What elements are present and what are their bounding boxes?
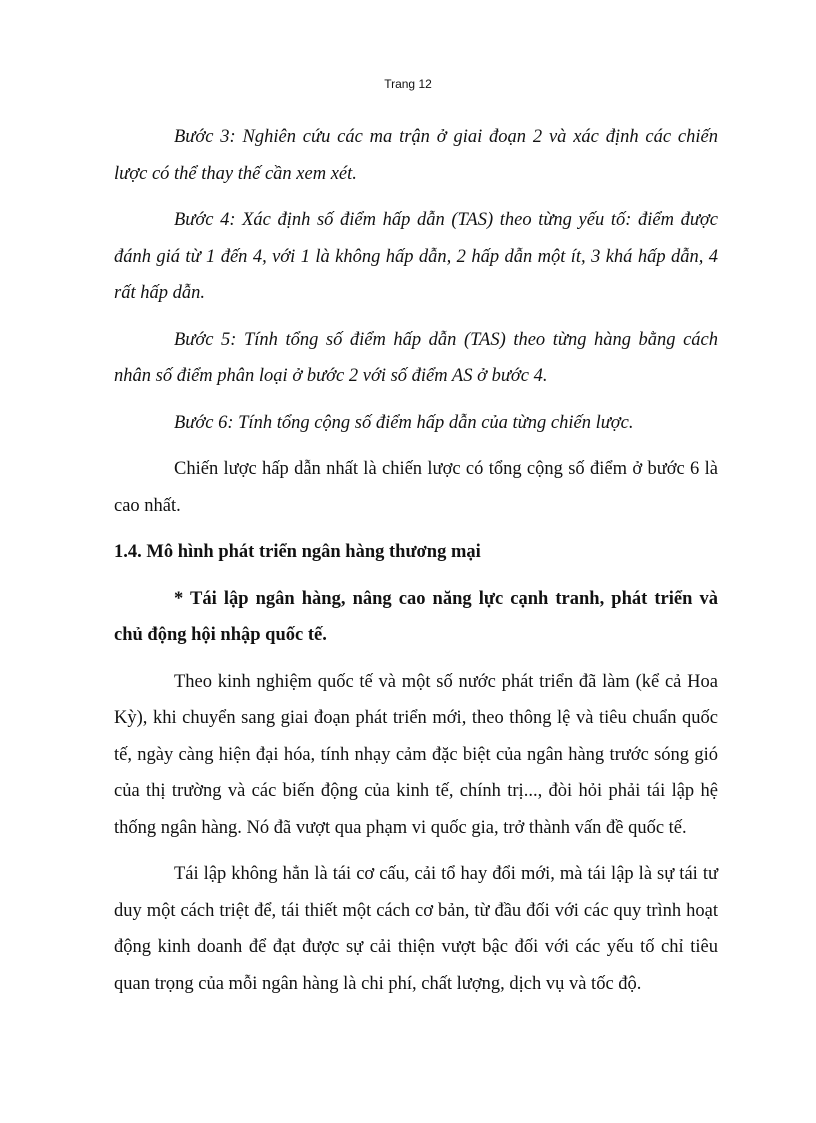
step-3-paragraph: Bước 3: Nghiên cứu các ma trận ở giai đoạn 2 và xác định các chiến lược có thể thay thế cần xem xét. [114, 127, 718, 184]
section-heading: 1.4. Mô hình phát triển ngân hàng thương mại [114, 542, 481, 562]
body-paragraph-1: Theo kinh nghiệm quốc tế và một số nước phát triển đã làm (kể cả Hoa Kỳ), khi chuyển sang giai đoạn phát triển mới, theo thông lệ và tiêu chuẩn quốc tế, ngày càng hiện đại hóa, tính nhạy cảm đặc biệt của ngân hàng trước sóng gió của thị trường và các biến động của kinh tế, chính trị..., đòi hỏi phải tái lập hệ thống ngân hàng. Nó đã vượt qua phạm vi quốc gia, trở thành vấn đề quốc tế. [114, 671, 718, 838]
step-6-paragraph: Bước 6: Tính tổng cộng số điểm hấp dẫn của từng chiến lược. [174, 412, 634, 433]
page-number: Trang 12 [384, 77, 432, 91]
subheading: * Tái lập ngân hàng, nâng cao năng lực cạnh tranh, phát triển và chủ động hội nhập quốc tế. [114, 588, 718, 645]
step-5-paragraph: Bước 5: Tính tổng số điểm hấp dẫn (TAS) theo từng hàng bằng cách nhân số điểm phân loại ở bước 2 với số điểm AS ở bước 4. [114, 329, 718, 386]
document-body [114, 119, 718, 1012]
body-paragraph-2: Tái lập không hẳn là tái cơ cấu, cải tổ hay đổi mới, mà tái lập là sự tái tư duy một cách triệt để, tái thiết một cách cơ bản, từ đầu đối với các quy trình hoạt động kinh doanh để đạt được sự cải thiện vượt bậc đối với các yếu tố chỉ tiêu quan trọng của mỗi ngân hàng là chi phí, chất lượng, dịch vụ và tốc độ. [114, 864, 718, 994]
step-4-paragraph: Bước 4: Xác định số điểm hấp dẫn (TAS) theo từng yếu tố: điểm được đánh giá từ 1 đến 4, với 1 là không hấp dẫn, 2 hấp dẫn một ít, 3 khá hấp dẫn, 4 rất hấp dẫn. [114, 210, 718, 303]
conclusion-paragraph: Chiến lược hấp dẫn nhất là chiến lược có tổng cộng số điểm ở bước 6 là cao nhất. [114, 459, 718, 516]
